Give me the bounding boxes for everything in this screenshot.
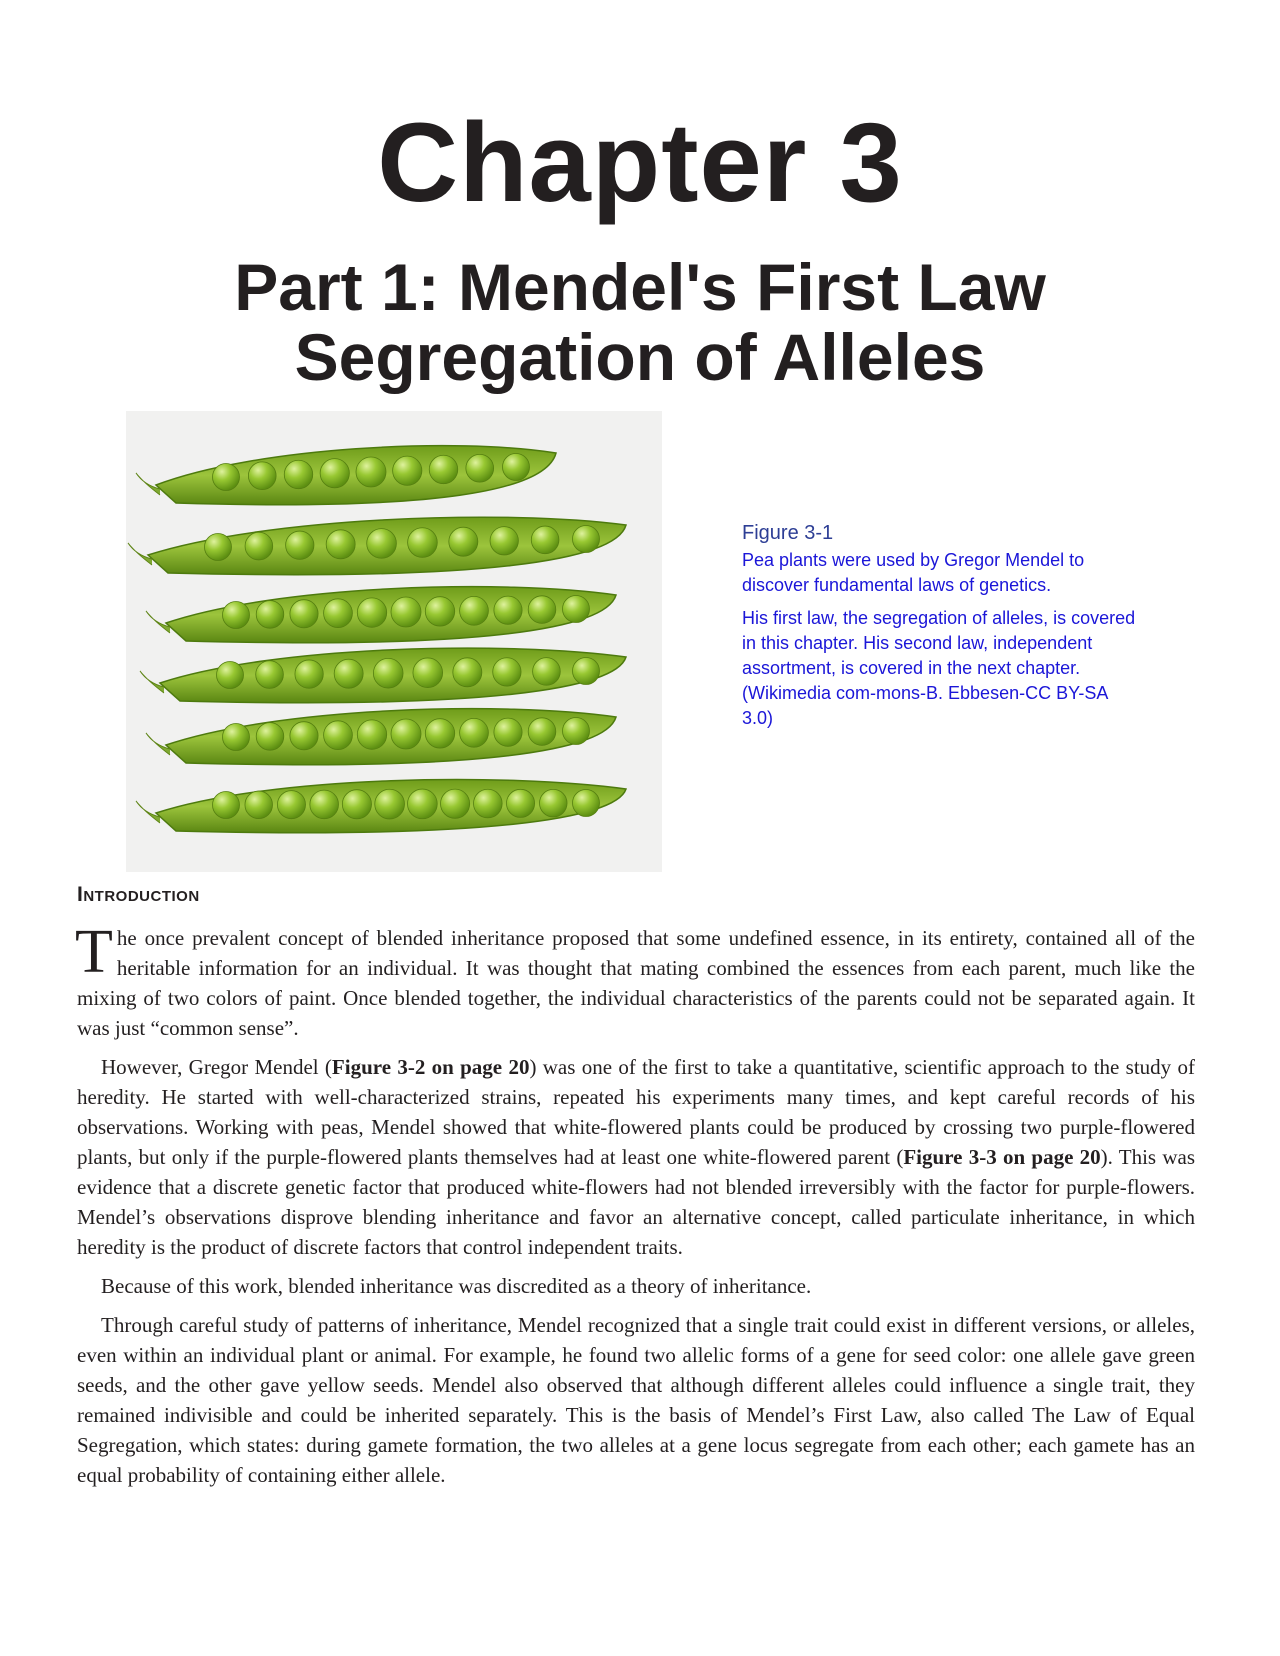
pea	[290, 600, 318, 628]
pea	[563, 718, 590, 745]
pea	[425, 597, 454, 626]
pea	[494, 596, 522, 624]
pea	[503, 454, 530, 481]
figure-caption	[742, 520, 1142, 739]
pea	[245, 532, 273, 560]
pea	[490, 527, 518, 555]
pea	[310, 790, 339, 819]
pea	[295, 660, 323, 688]
pea	[391, 719, 421, 749]
pea	[320, 459, 349, 488]
pea	[213, 792, 240, 819]
pea	[357, 720, 386, 749]
pea	[466, 454, 494, 482]
paragraph-2-text-a: However, Gregor Mendel (	[101, 1055, 332, 1079]
pea	[474, 789, 503, 818]
pea-pods-illustration	[126, 411, 662, 872]
pea	[453, 658, 482, 687]
section-heading: Introduction	[77, 883, 200, 906]
pea	[213, 464, 240, 491]
pea	[573, 526, 600, 553]
pea	[528, 596, 556, 624]
pea	[334, 659, 363, 688]
pea	[256, 723, 284, 751]
pea	[256, 661, 284, 689]
pea	[356, 457, 386, 487]
pea	[373, 658, 403, 688]
pea	[449, 527, 478, 556]
pea	[429, 455, 458, 484]
pea	[324, 721, 353, 750]
chapter-title: Chapter 3	[377, 100, 903, 225]
pea	[573, 790, 600, 817]
body-text	[75, 918, 1196, 1499]
pea	[507, 789, 535, 817]
caption-paragraph-1: Pea plants were used by Gregor Mendel to discover fundamental laws of genetics.	[742, 550, 1085, 595]
pea	[460, 596, 489, 625]
pea	[326, 530, 355, 559]
paragraph-2-text-b: ) was one of the first to take a quantitative, scientific approach to the study of heredity. He started with well-characterized strains, repeated his experiments many times, and kept careful records of his observations. Working with peas, Mendel showed that white-flowered plants could be produced by crossing two purple-flowered plants, but only if the purple-flowered plants themselves had at least one white-flowered parent (	[77, 1055, 1195, 1169]
part-title: Part 1: Mendel's First Law	[234, 250, 1046, 324]
pea	[367, 529, 397, 559]
drop-cap: T	[75, 918, 113, 986]
pea	[217, 662, 244, 689]
pea	[494, 718, 522, 746]
caption-paragraph-2: His first law, the segregation of alleles, is covered in this chapter. His second law, independent assortment, is covered in the next chapter. (Wikimedia com-mons-B. Ebbesen-CC BY-SA 3.0)	[742, 608, 1136, 728]
pea	[324, 599, 353, 628]
pea	[223, 602, 250, 629]
pea	[286, 531, 314, 559]
caption-title: Figure 3-1	[742, 522, 834, 544]
figure-3-3-link[interactable]: Figure 3-3 on page 20	[903, 1145, 1101, 1169]
pea	[528, 718, 556, 746]
pea	[342, 790, 371, 819]
pea-pods-photo	[126, 411, 662, 872]
paragraph-1-text: he once prevalent concept of blended inheritance proposed that some undefined essence, in its entirety, contained all of the heritable information for an individual. It was thought that mating combined the essences from each parent, much like the mixing of two colors of paint. Once blended together, the individual characteristics of the parents could not be separated again. It was just “common sense”.	[77, 926, 1195, 1040]
pea	[573, 658, 600, 685]
pea	[460, 718, 489, 747]
pea	[408, 528, 438, 558]
pea	[277, 791, 305, 819]
pea	[393, 456, 422, 485]
pea	[248, 462, 276, 490]
figure-3-2-link[interactable]: Figure 3-2 on page 20	[331, 1055, 530, 1079]
pea	[563, 596, 590, 623]
paragraph-2	[77, 1052, 1195, 1262]
pea	[493, 658, 521, 686]
sub-title: Segregation of Alleles	[294, 320, 986, 394]
pea	[408, 789, 438, 819]
pea	[256, 601, 284, 629]
pea	[413, 658, 443, 688]
pea	[441, 789, 470, 818]
paragraph-3: Because of this work, blended inheritance was discredited as a theory of inheritance.	[101, 1274, 812, 1298]
pea	[425, 719, 454, 748]
pea	[533, 658, 561, 686]
pea	[531, 526, 559, 554]
paragraph-4: Through careful study of patterns of inheritance, Mendel recognized that a single trait could exist in different versions, or alleles, even within an individual plant or animal. For example, he found two allelic forms of a gene for seed color: one allele gave green seeds, and the other gave yellow seeds. Mendel also observed that although different alleles could influence a single trait, they remained indivisible and could be inherited separately. This is the basis of Mendel’s First Law, also called The Law of Equal Segregation, which states: during gamete formation, the two alleles at a gene locus segregate from each other; each gamete has an equal probability of containing either allele.	[77, 1313, 1195, 1487]
pea	[290, 722, 318, 750]
pea	[205, 534, 232, 561]
pea	[391, 597, 421, 627]
pea	[375, 789, 405, 819]
pea	[357, 598, 386, 627]
pea	[245, 791, 273, 819]
pea	[540, 789, 568, 817]
paragraph-2-text-c: ). This was evidence that a discrete genetic factor that produced white-flowers had not blended irreversibly with the factor for purple-flowers. Mendel’s observations disprove blending inheritance and favor an alternative concept, called particulate inheritance, in which heredity is the product of discrete factors that control independent traits.	[77, 1145, 1196, 1259]
pea	[223, 724, 250, 751]
pea	[284, 460, 313, 489]
paragraph-1	[75, 918, 1195, 1043]
